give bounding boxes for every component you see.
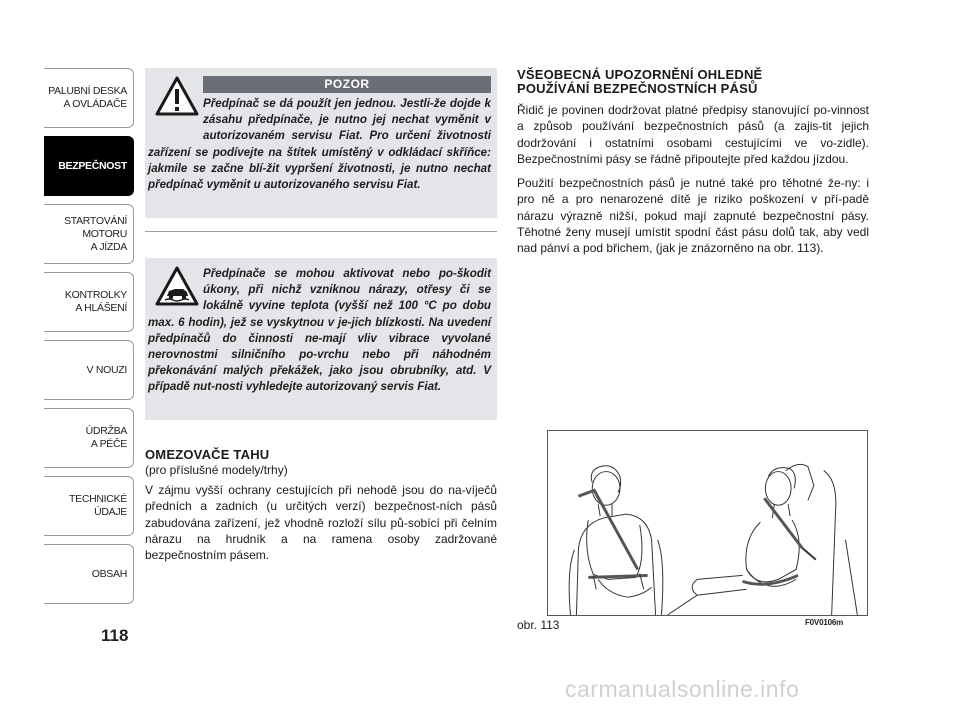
section-title-line-1: VŠEOBECNÁ UPOZORNĚNÍ OHLEDNĚ — [517, 67, 763, 82]
figure-code: F0V0106m — [805, 618, 843, 627]
tab-label: ÚDRŽBA A PÉČE — [85, 425, 127, 450]
warning-box-pretensioner — [145, 258, 497, 420]
section-paragraph-2: Použití bezpečnostních pásů je nutné také pro těhotné že-ny: i pro ně a pro nenarozené dítě je riziko poškození v pří-padě nárazu výrazně nižší, pokud mají zapnuté bezpečnostní pásy. Těhotné ženy musejí umístit spodní část pásu dolů tak, aby vedl nad pánví a pod břichem, (jak je znázorněno na obr. 113). — [517, 176, 869, 256]
warning-heading: POZOR — [203, 76, 491, 93]
section-load-limiters — [145, 448, 497, 563]
figure-caption: obr. 113 — [517, 618, 560, 632]
tab-label: STARTOVÁNÍ MOTORU A JÍZDA — [64, 214, 127, 253]
figure-seatbelt-illustration — [547, 430, 868, 616]
section-paragraph: V zájmu vyšší ochrany cestujících při nehodě jsou do na-víječů předních a zadních (u určitých verzí) bezpečnost-ních pásů zabudována zařízení, jež vhodně rozloží sílu pů-sobící při čelním nárazu na hrudník a na ramena osoby zadržované bezpečnostním pásem. — [145, 483, 497, 563]
tab-label: V NOUZI — [86, 363, 127, 376]
warning-text: Předpínače se mohou aktivovat nebo po-škodit úkony, při nichž vzniknou nárazy, otřesy či se lokálně vyvine teplota (vyšší než 100 °C po dobu max. 6 hodin), jež se vyskytnou v je-jich blízkosti. Na uvedení předpínačů do činnosti ne-mají vliv vibrace vyvolané nerovnostmi silničního po-vrchu nebo při náhodném překonávání malých překážek, jako jsou obrubníky, atd. V případě nut-nosti vyhledejte autorizovaný servis Fiat. — [148, 267, 491, 394]
seatbelt-illustration — [548, 431, 867, 615]
section-title-line-2: POUŽÍVÁNÍ BEZPEČNOSTNÍCH PÁSŮ — [517, 81, 758, 96]
tab-technicke-udaje[interactable] — [44, 476, 134, 536]
tab-v-nouzi[interactable] — [44, 340, 134, 400]
section-title — [517, 68, 869, 96]
tab-label: PALUBNÍ DESKA A OVLÁDAČE — [48, 85, 127, 110]
warning-box-pozor — [145, 68, 497, 218]
warning-text: Předpínač se dá použít jen jednou. Jestli-že dojde k zásahu předpínače, je nutno jej nechat vyměnit v autorizovaném servisu Fiat. Pro určení životnosti zařízení se podívejte na štítek umístěný v odkládací skříňce: jakmile se začne blí-žit vypršení životnosti, je nutno nechat předpínač vyměnit u autorizovaného servisu Fiat. — [148, 97, 491, 192]
section-paragraph-1: Řidič je povinen dodržovat platné předpisy stanovující po-vinnost a způsob používání bezpečnostních pásů (a zajis-tit jejich dodržování i ostatními osobami cestujícími ve vo-zidle). Bezpečnostními pásy se řádně připoutejte před každou jízdou. — [517, 103, 869, 166]
tab-udrzba[interactable] — [44, 408, 134, 468]
tab-label: TECHNICKÉ ÚDAJE — [69, 493, 127, 518]
tab-startovani-motoru[interactable] — [44, 204, 134, 264]
tab-kontrolky[interactable] — [44, 272, 134, 332]
divider — [145, 231, 497, 232]
tab-label: OBSAH — [91, 567, 127, 580]
tab-palubni-deska[interactable] — [44, 68, 134, 128]
section-subtitle: (pro příslušné modely/trhy) — [145, 463, 288, 477]
tab-obsah[interactable] — [44, 544, 134, 604]
chapter-tabs — [44, 68, 134, 612]
section-title: OMEZOVAČE TAHU — [145, 447, 270, 462]
section-general-warnings — [517, 68, 869, 265]
watermark: carmanualsonline.info — [565, 676, 800, 702]
tab-label: BEZPEČNOST — [58, 159, 127, 172]
page-number: 118 — [101, 626, 129, 645]
tab-bezpecnost[interactable] — [44, 136, 134, 196]
tab-label: KONTROLKY A HLÁŠENÍ — [64, 289, 127, 314]
